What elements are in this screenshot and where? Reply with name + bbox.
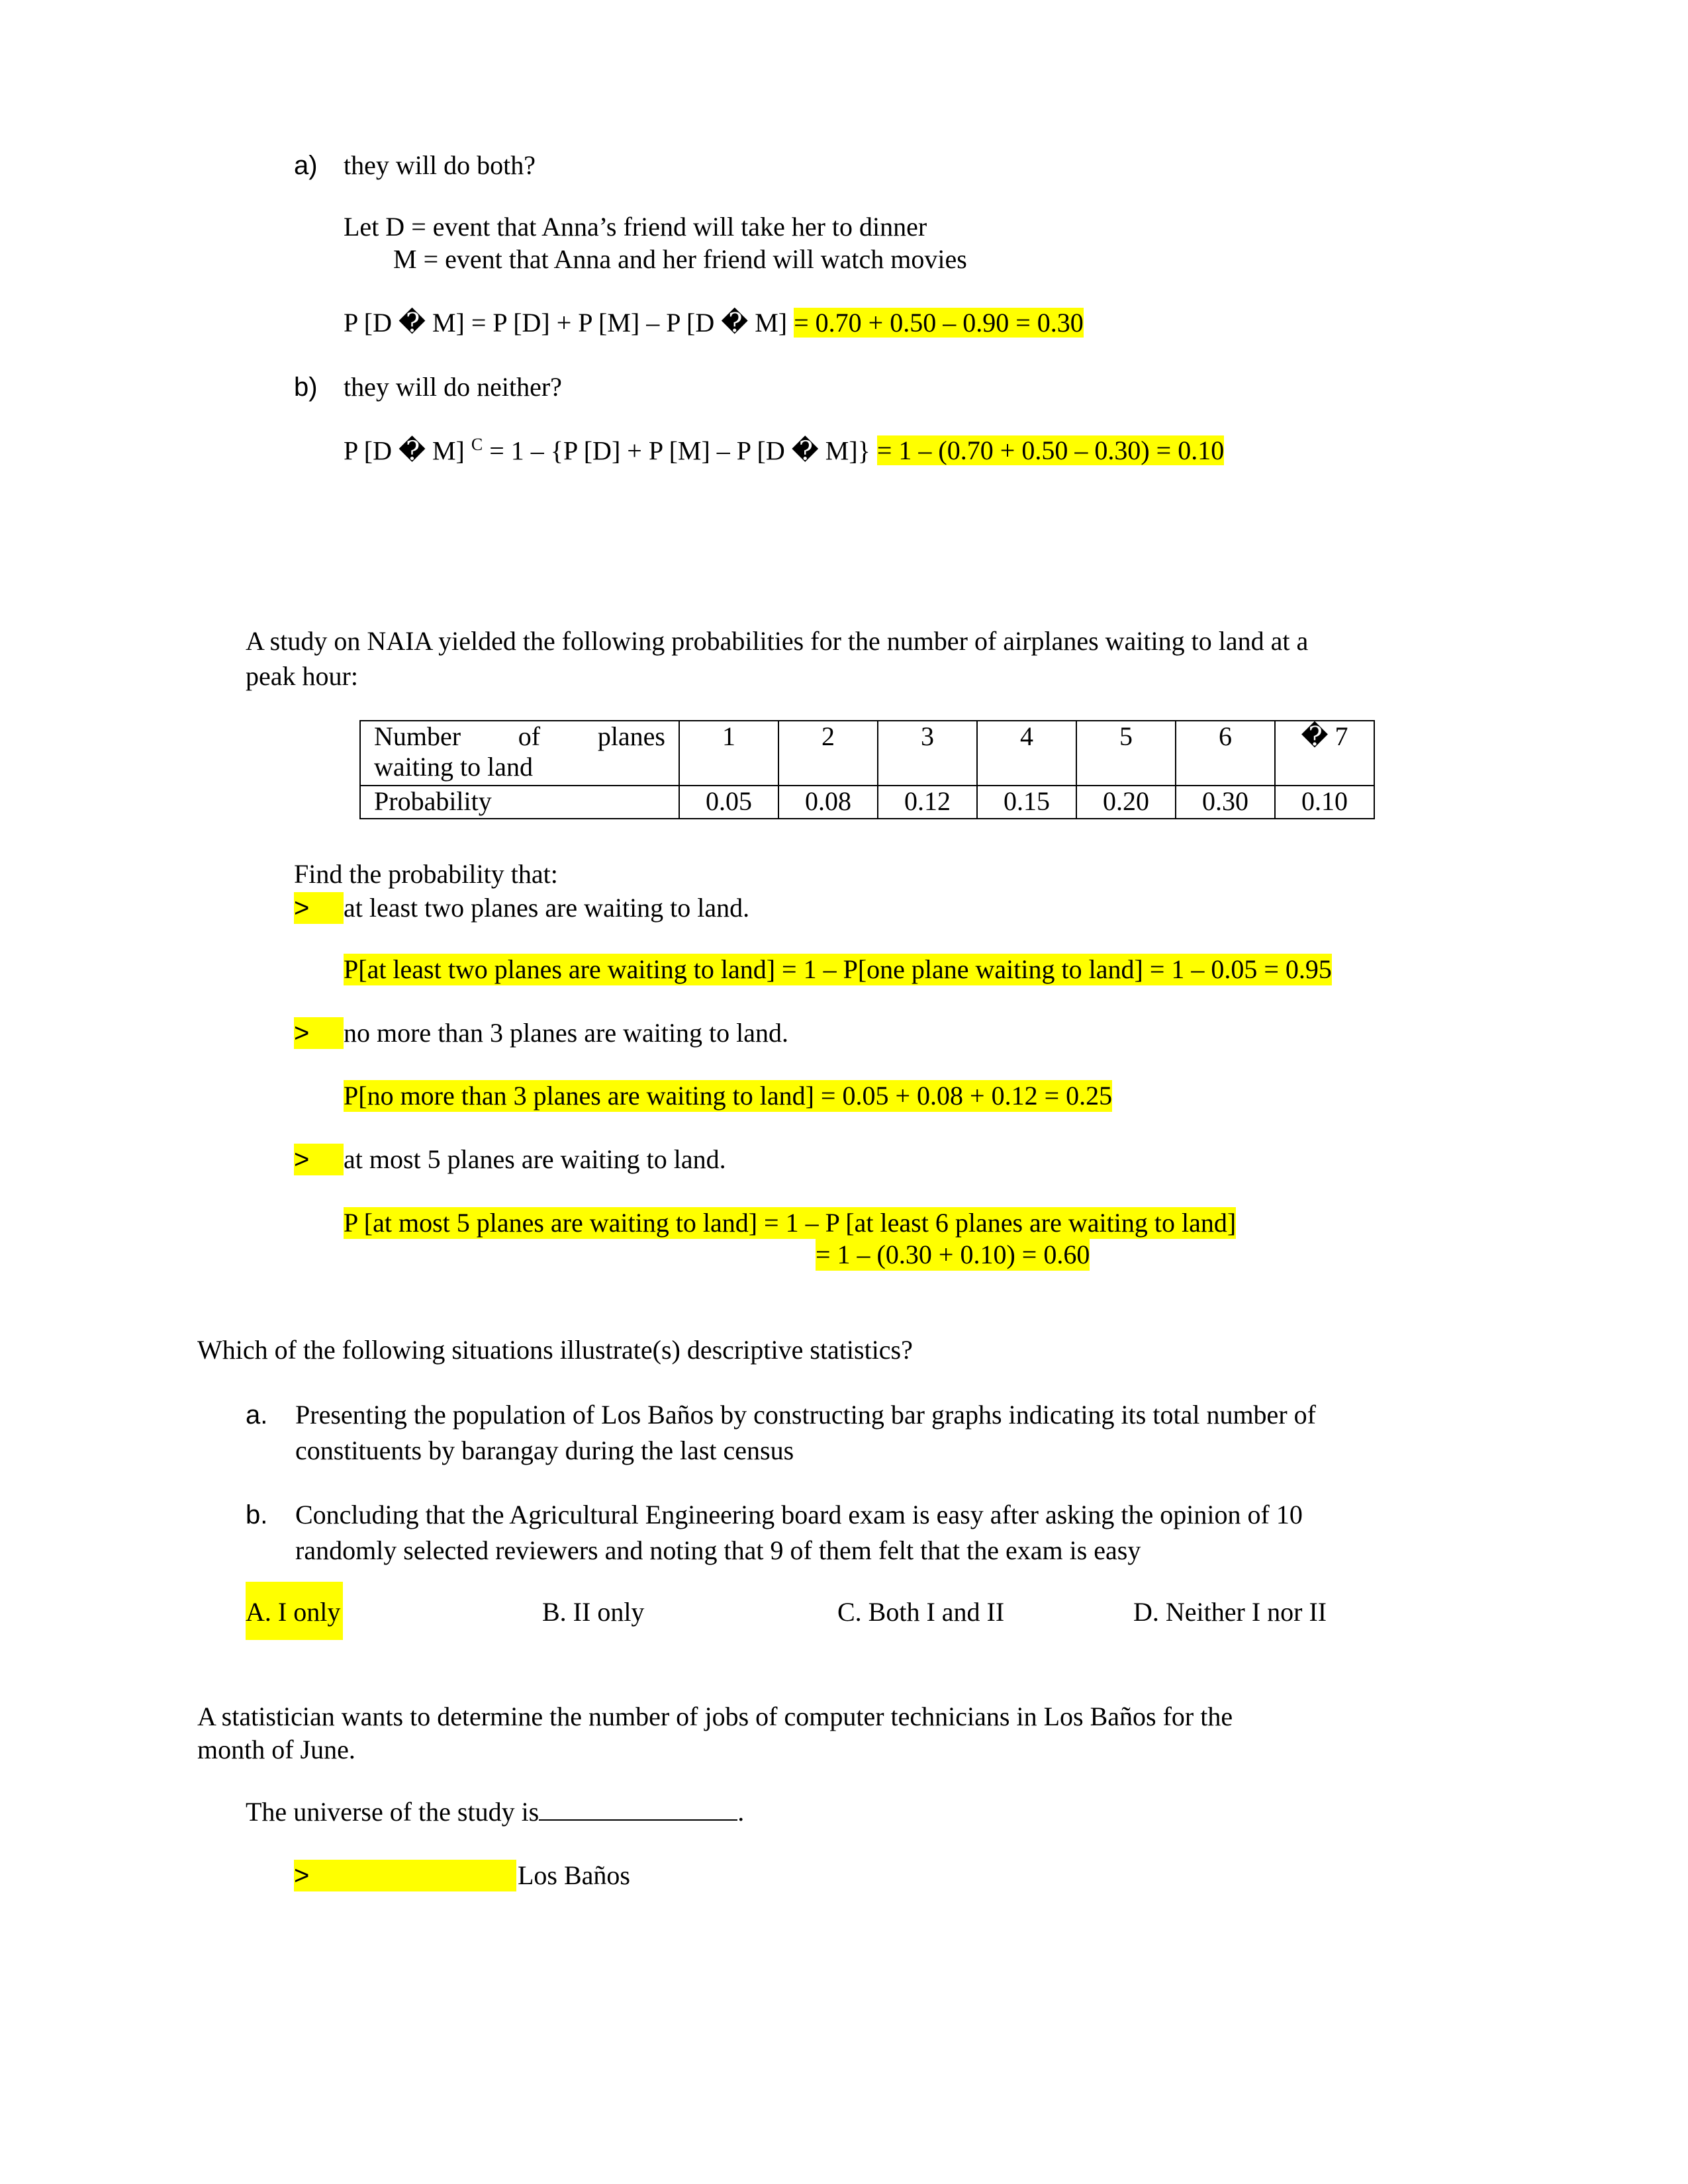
planes-item-1: at least two planes are waiting to land. — [344, 893, 750, 923]
formula-b-pre: P [D � M] — [344, 435, 465, 466]
header-line1 — [374, 721, 665, 752]
table-cell: � 7 — [1275, 721, 1374, 786]
header-cell-planes — [360, 721, 679, 786]
choice-d: D. Neither I nor II — [1133, 1597, 1327, 1627]
formula-b-result: = 1 – (0.70 + 0.50 – 0.30) = 0.10 — [876, 435, 1225, 466]
header-word-3: planes — [597, 721, 665, 751]
choice-c: C. Both I and II — [837, 1597, 1005, 1627]
option-a-label: a. — [246, 1400, 268, 1430]
item-b-label: b) — [294, 373, 318, 402]
formula-a — [344, 307, 1084, 339]
definition-d: Let D = event that Anna’s friend will take her to dinner — [344, 212, 927, 242]
complement-superscript: C — [471, 435, 483, 454]
planes-answer-3-line2: = 1 – (0.30 + 0.10) = 0.60 — [816, 1240, 1090, 1269]
universe-line2: month of June. — [197, 1735, 355, 1764]
table-row-planes — [360, 721, 1374, 786]
table-cell: 6 — [1176, 721, 1275, 786]
planes-item-2: no more than 3 planes are waiting to land. — [344, 1018, 789, 1048]
table-cell: 2 — [778, 721, 878, 786]
descriptive-question: Which of the following situations illustrate(s) descriptive statistics? — [197, 1335, 913, 1365]
planes-answer-2: P[no more than 3 planes are waiting to land] = 0.05 + 0.08 + 0.12 = 0.25 — [344, 1081, 1113, 1111]
item-b-text: they will do neither? — [344, 372, 562, 402]
formula-a-result: = 0.70 + 0.50 – 0.90 = 0.30 — [794, 308, 1084, 338]
option-a-line1: Presenting the population of Los Baños by constructing bar graphs indicating its total number of — [295, 1400, 1316, 1430]
bullet-arrow-icon: > — [294, 1144, 344, 1175]
option-b-label: b. — [246, 1500, 268, 1529]
table-row-probability — [360, 786, 1374, 819]
table-cell: 0.05 — [679, 786, 778, 819]
definition-m: M = event that Anna and her friend will watch movies — [393, 244, 967, 274]
formula-b — [344, 434, 1224, 467]
table-cell: 0.08 — [778, 786, 878, 819]
table-cell: 0.15 — [977, 786, 1076, 819]
universe-prompt-text: The universe of the study is — [246, 1797, 539, 1827]
probability-table — [359, 720, 1375, 819]
table-cell: 0.30 — [1176, 786, 1275, 819]
option-a-line2: constituents by barangay during the last census — [295, 1435, 794, 1465]
bullet-arrow-icon: > — [294, 892, 344, 924]
bullet-arrow-icon: > — [294, 1017, 344, 1049]
planes-answer-1: P[at least two planes are waiting to land] = 1 – P[one plane waiting to land] = 1 – 0.05 = 0.95 — [344, 954, 1332, 984]
row-label-probability: Probability — [360, 786, 679, 819]
planes-intro-line2: peak hour: — [246, 661, 358, 691]
item-a-label: a) — [294, 151, 318, 180]
universe-prompt — [246, 1796, 744, 1828]
universe-prompt-end: . — [737, 1797, 745, 1827]
find-prompt: Find the probability that: — [294, 859, 558, 889]
universe-answer: Los Baños — [518, 1860, 630, 1890]
planes-answer-3: P [at most 5 planes are waiting to land] = 1 – P [at least 6 planes are waiting to land] — [344, 1208, 1237, 1238]
bullet-arrow-icon: > — [294, 1860, 516, 1891]
table-cell: 0.20 — [1076, 786, 1176, 819]
choice-b: B. II only — [542, 1597, 645, 1627]
table-cell: 0.12 — [878, 786, 977, 819]
header-word-1: Number — [374, 721, 461, 751]
item-a-text: they will do both? — [344, 150, 536, 180]
header-word-2: of — [518, 721, 541, 751]
answer-blank — [539, 1796, 737, 1821]
option-b-line1: Concluding that the Agricultural Engineering board exam is easy after asking the opinion of 10 — [295, 1500, 1303, 1529]
option-b-line2: randomly selected reviewers and noting that 9 of them felt that the exam is easy — [295, 1535, 1141, 1565]
choice-a: A. I only — [246, 1582, 343, 1640]
planes-item-3: at most 5 planes are waiting to land. — [344, 1144, 726, 1174]
table-cell: 4 — [977, 721, 1076, 786]
header-line2: waiting to land — [374, 752, 533, 782]
universe-line1: A statistician wants to determine the number of jobs of computer technicians in Los Baños for the — [197, 1702, 1233, 1731]
table-cell: 0.10 — [1275, 786, 1374, 819]
table-cell: 3 — [878, 721, 977, 786]
formula-a-expression: P [D � M] = P [D] + P [M] – P [D � M] — [344, 308, 788, 338]
planes-intro-line1: A study on NAIA yielded the following probabilities for the number of airplanes waiting to land at a — [246, 626, 1309, 656]
formula-b-post: = 1 – {P [D] + P [M] – P [D � M]} — [489, 435, 870, 466]
table-cell: 1 — [679, 721, 778, 786]
table-cell: 5 — [1076, 721, 1176, 786]
